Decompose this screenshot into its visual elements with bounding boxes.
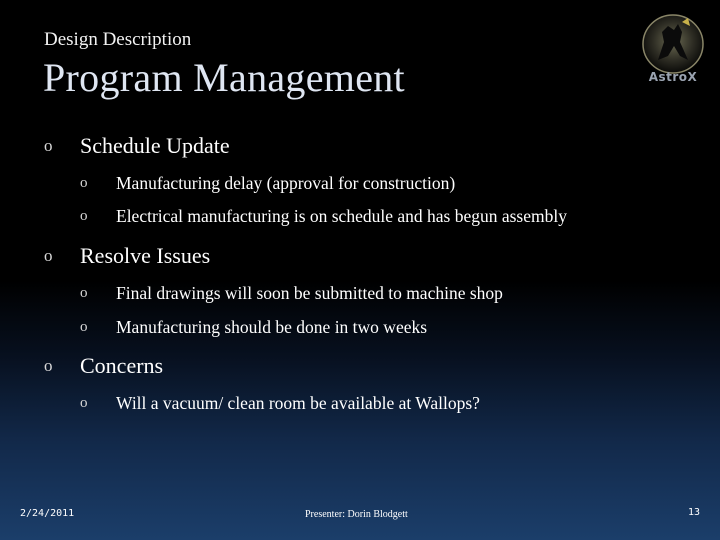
bullet-text: Manufacturing delay (approval for construction)	[116, 173, 456, 193]
bullet-marker: o	[44, 136, 53, 155]
slide-subtitle: Design Description	[44, 29, 192, 50]
footer-page-number: 13	[688, 507, 701, 518]
bullet-marker: o	[80, 319, 88, 335]
bullet-marker: o	[80, 208, 88, 224]
bullet-text: Electrical manufacturing is on schedule and has begun assembly	[116, 206, 567, 226]
bullet-text: Will a vacuum/ clean room be available at Wallops?	[116, 393, 480, 413]
bullet-marker: o	[80, 395, 88, 411]
bullet-text: Manufacturing should be done in two weeks	[116, 317, 428, 337]
bullet-marker: o	[44, 356, 53, 375]
footer-date: 2/24/2011	[20, 508, 75, 519]
slide-title: Program Management	[43, 55, 405, 100]
bullet-marker: o	[80, 285, 88, 301]
section-heading: Concerns	[80, 353, 164, 378]
logo-text: AstroX	[648, 70, 698, 84]
bullet-text: Final drawings will soon be submitted to machine shop	[116, 283, 503, 303]
bullet-marker: o	[44, 246, 53, 265]
footer-presenter: Presenter: Dorin Blodgett	[305, 509, 408, 520]
bullet-marker: o	[80, 175, 88, 191]
section-heading: Resolve Issues	[80, 243, 211, 268]
section-heading: Schedule Update	[80, 133, 230, 158]
